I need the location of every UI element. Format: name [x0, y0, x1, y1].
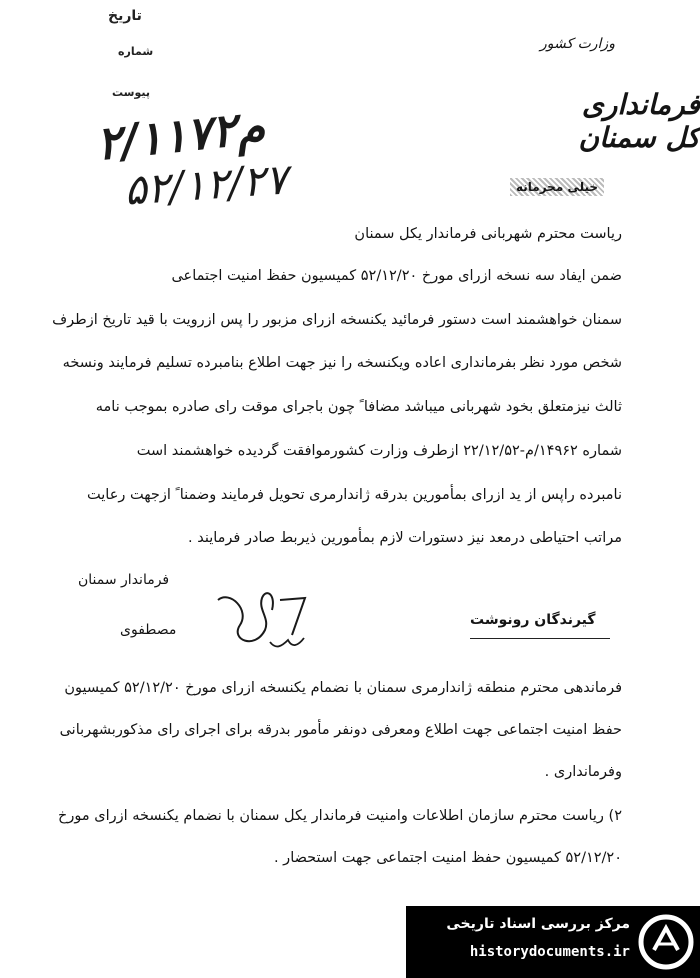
cc-line-2: حفظ امنیت اجتماعی جهت اطلاع ومعرفی دونفر مأمور بدرقه برای اجرای رای مذکوربشهربانی	[59, 722, 622, 738]
cc-underline	[470, 638, 610, 639]
addressee-line: ریاست محترم شهربانی فرماندار یکل سمنان	[354, 226, 622, 242]
cc-line-1: فرماندهی محترم منطقه ژاندارمری سمنان با نضمام یکنسخه ازرای مورخ ۵۲/۱۲/۲۰ کمیسیون	[64, 680, 622, 696]
classification-stamp: خیلی محرمانه	[510, 178, 604, 196]
body-line-3: شخص مورد نظر بفرمانداری اعاده ویکنسخه را نیز جهت اطلاع بنامبرده تسلیم فرمایند ونسخه	[62, 355, 622, 371]
watermark-banner	[406, 906, 700, 978]
handwritten-number: ۲/۱۱۷۲م	[93, 99, 268, 171]
body-line-5: شماره ۱۴۹۶۲/م-۲۲/۱۲/۵۲ ازطرف وزارت کشورموافقت گردیده خواهشمند است	[136, 443, 622, 459]
ministry-name: وزارت کشور	[540, 36, 615, 52]
handwritten-signature	[210, 580, 320, 659]
body-line-4: ثالث نیزمتعلق بخود شهربانی میباشد مضافا ً چون باجرای موقت رای صادره بموجب نامه	[95, 399, 622, 415]
date-label: تاریخ	[108, 8, 142, 24]
cc-line-5: ۵۲/۱۲/۲۰ کمیسیون حفظ امنیت اجتماعی جهت استحضار .	[273, 850, 622, 866]
cc-heading: گیرندگان رونوشت	[470, 612, 596, 628]
cc-line-4: ۲) ریاست محترم سازمان اطلاعات وامنیت فرماندار یکل سمنان با نضمام یکنسخه ازرای مورخ	[58, 808, 622, 824]
body-line-6: نامبرده راپس از ید ازرای بمأمورین بدرقه ژاندارمری تحویل فرمایند وضمنا ً ازجهت رعایت	[87, 487, 622, 503]
body-line-1: ضمن ایفاد سه نسخه ازرای مورخ ۵۲/۱۲/۲۰ کمیسیون حفظ امنیت اجتماعی	[171, 268, 622, 284]
watermark-title: مرکز بررسی اسناد تاریخی	[446, 916, 630, 932]
body-line-2: سمنان خواهشمند است دستور فرمائید یکنسخه ازرای مزبور را پس ازرویت با قید تاریخ ازطرف	[52, 312, 622, 328]
attachment-label: پیوست	[112, 86, 150, 99]
number-label: شماره	[118, 45, 154, 58]
archive-logo-icon	[638, 914, 694, 970]
signature-title: فرماندار سمنان	[78, 572, 170, 588]
watermark-url: historydocuments.ir	[469, 944, 630, 960]
governorate-title: فرمانداری کل سمنان	[578, 88, 700, 154]
cc-line-3: وفرمانداری .	[544, 764, 622, 780]
signatory-name: مصطفوی	[120, 622, 177, 638]
body-line-7: مراتب احتیاطی درمعد نیز دستورات لازم بمأمورین ذیربط صادر فرمایند .	[188, 530, 622, 546]
handwritten-date: ۵۲/۱۲/۲۷	[122, 154, 290, 215]
